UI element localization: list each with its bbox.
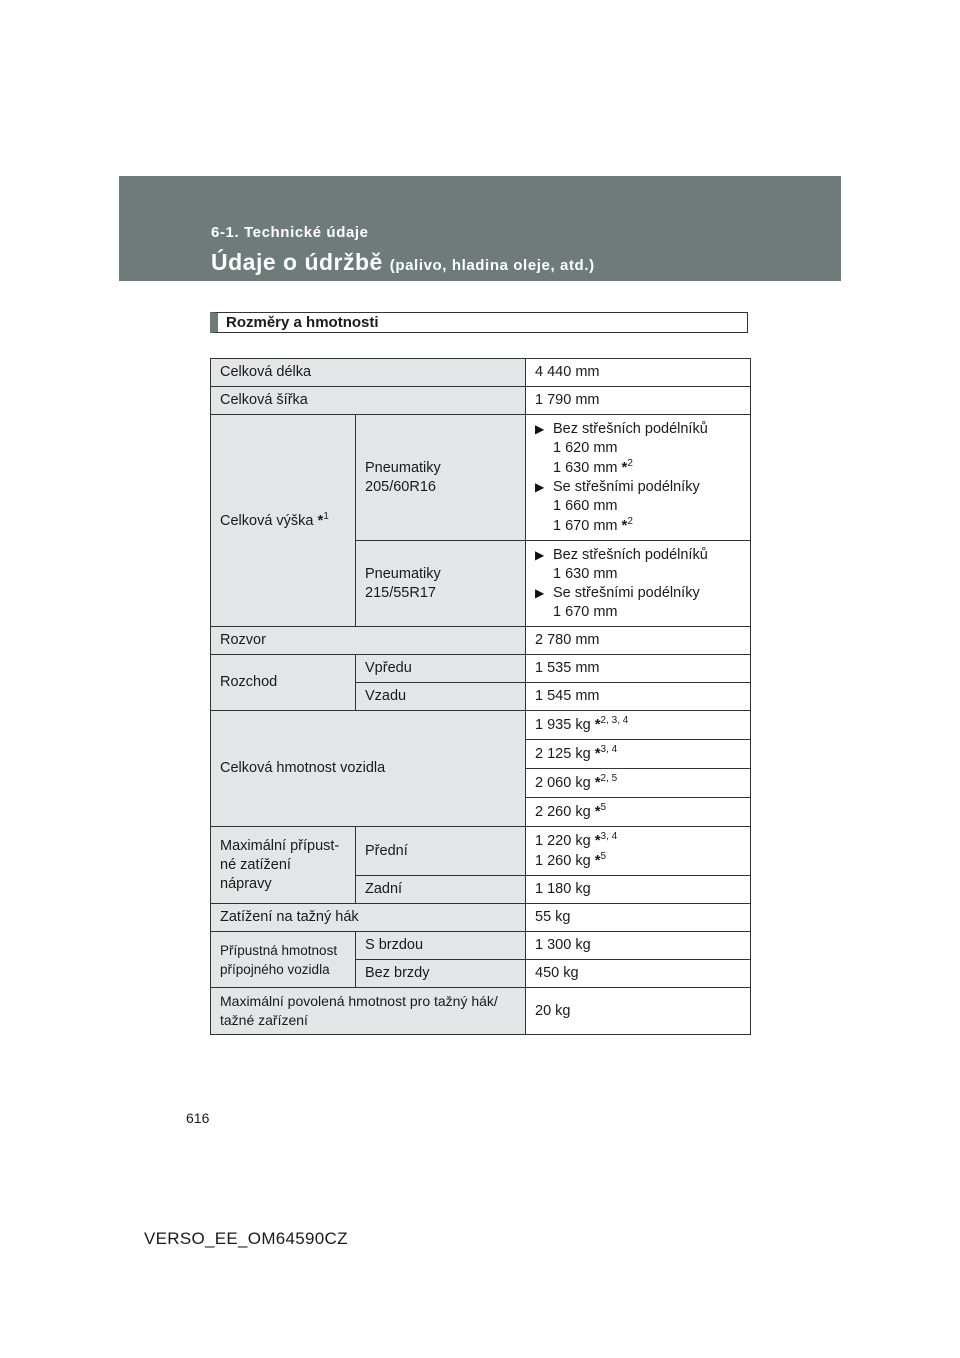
trailer-label xyxy=(211,932,356,988)
footnote-star: * xyxy=(621,458,628,476)
tyre1-label-line1: Pneumatiky xyxy=(365,459,441,476)
footnote-ref: 2, 5 xyxy=(600,773,618,784)
axle-front-values xyxy=(526,827,751,876)
axle-load-label-line1: Maximální přípust- xyxy=(220,837,340,854)
option-value: 1 620 mm xyxy=(553,439,618,456)
section-label: 6-1. Technické údaje xyxy=(211,224,369,241)
option-label: Bez střešních podélníků xyxy=(553,546,708,563)
tow-device-value: 20 kg xyxy=(526,988,751,1035)
height-label-text: Celková výška xyxy=(220,512,314,529)
footnote-ref: 5 xyxy=(600,802,607,813)
option-label: Se střešními podélníky xyxy=(553,478,700,495)
trailer-label-line2: přípojného vozidla xyxy=(220,961,330,977)
footnote-ref: 2 xyxy=(627,515,633,527)
trailer-unbraked-label: Bez brzdy xyxy=(356,960,526,988)
table-row xyxy=(211,655,751,683)
table-row xyxy=(211,387,751,415)
footnote-star: * xyxy=(594,832,601,849)
width-value: 1 790 mm xyxy=(526,387,751,415)
document-code: VERSO_EE_OM64590CZ xyxy=(144,1229,348,1248)
track-rear-value: 1 545 mm xyxy=(526,683,751,711)
table-row xyxy=(211,932,751,960)
header-banner xyxy=(119,176,841,281)
arrow-right-icon: ▶ xyxy=(535,479,545,494)
wheelbase-value: 2 780 mm xyxy=(526,627,751,655)
option-value-text: 1 630 mm xyxy=(553,459,618,476)
track-front-label: Vpředu xyxy=(356,655,526,683)
option-label: Se střešními podélníky xyxy=(553,584,700,601)
option-item xyxy=(535,420,741,439)
axle-rear-value: 1 180 kg xyxy=(526,876,751,904)
axle-front-label: Přední xyxy=(356,827,526,876)
table-row xyxy=(211,415,751,541)
footnote-star: * xyxy=(594,716,601,733)
tow-device-label xyxy=(211,988,526,1035)
tyre2-label-line1: Pneumatiky xyxy=(365,565,441,582)
wheelbase-label: Rozvor xyxy=(211,627,526,655)
length-label: Celková délka xyxy=(211,359,526,387)
axle-front-value-text: 1 220 kg xyxy=(535,833,591,849)
spec-table xyxy=(210,358,751,1035)
arrow-right-icon: ▶ xyxy=(535,585,545,600)
page-number: 616 xyxy=(186,1110,210,1126)
trailer-unbraked-value: 450 kg xyxy=(526,960,751,988)
axle-front-value xyxy=(535,851,741,871)
axle-load-label xyxy=(211,827,356,904)
tow-device-label-line1: Maximální povolená hmotnost pro tažný hák/ xyxy=(220,993,498,1009)
track-label: Rozchod xyxy=(211,655,356,711)
footnote-ref: 5 xyxy=(600,851,607,862)
axle-front-value xyxy=(535,831,741,851)
footnote-ref: 1 xyxy=(323,510,329,522)
footnote-star: * xyxy=(594,745,601,762)
table-row xyxy=(211,827,751,876)
arrow-right-icon: ▶ xyxy=(535,421,545,436)
tyre2-label-line2: 215/55R17 xyxy=(365,584,436,601)
hitch-load-value: 55 kg xyxy=(526,904,751,932)
gross-weight-label: Celková hmotnost vozidla xyxy=(211,711,526,827)
gross-weight-value-text: 1 935 kg xyxy=(535,717,591,733)
axle-rear-label: Zadní xyxy=(356,876,526,904)
subheading: Rozměry a hmotnosti xyxy=(210,312,748,333)
arrow-right-icon: ▶ xyxy=(535,547,545,562)
gross-weight-value xyxy=(526,740,751,769)
height-label xyxy=(211,415,356,627)
footnote-ref: 3, 4 xyxy=(600,831,618,842)
table-row xyxy=(211,711,751,740)
gross-weight-value-text: 2 125 kg xyxy=(535,746,591,762)
option-value-text: 1 670 mm xyxy=(553,517,618,534)
table-row xyxy=(211,904,751,932)
option-item xyxy=(535,478,741,497)
gross-weight-value xyxy=(526,711,751,740)
tyre1-label xyxy=(356,415,526,541)
length-value: 4 440 mm xyxy=(526,359,751,387)
tow-device-label-line2: tažné zařízení xyxy=(220,1012,308,1028)
option-value: 1 670 mm xyxy=(553,603,618,620)
footnote-star: * xyxy=(594,774,601,791)
axle-load-label-line2: né zatížení nápravy xyxy=(220,856,291,892)
option-label: Bez střešních podélníků xyxy=(553,420,708,437)
footnote-ref: 2, 3, 4 xyxy=(600,715,629,726)
option-value: 1 660 mm xyxy=(553,497,618,514)
option-item xyxy=(535,546,741,565)
tyre1-label-line2: 205/60R16 xyxy=(365,478,436,495)
track-rear-label: Vzadu xyxy=(356,683,526,711)
title-subtitle: (palivo, hladina oleje, atd.) xyxy=(389,257,595,274)
footnote-star: * xyxy=(317,511,324,529)
table-row xyxy=(211,988,751,1035)
gross-weight-value xyxy=(526,769,751,798)
option-item xyxy=(535,584,741,603)
trailer-braked-value: 1 300 kg xyxy=(526,932,751,960)
footnote-star: * xyxy=(594,803,601,820)
tyre1-values xyxy=(526,415,751,541)
gross-weight-value-text: 2 060 kg xyxy=(535,775,591,791)
width-label: Celková šířka xyxy=(211,387,526,415)
footnote-ref: 2 xyxy=(627,457,633,469)
trailer-braked-label: S brzdou xyxy=(356,932,526,960)
track-front-value: 1 535 mm xyxy=(526,655,751,683)
title-main: Údaje o údržbě xyxy=(211,249,383,275)
page-title xyxy=(211,249,595,276)
footnote-ref: 3, 4 xyxy=(600,744,618,755)
option-value xyxy=(535,458,741,478)
table-row xyxy=(211,627,751,655)
footnote-star: * xyxy=(594,852,601,869)
axle-front-value-text: 1 260 kg xyxy=(535,853,591,869)
option-value: 1 630 mm xyxy=(553,565,618,582)
option-value xyxy=(535,516,741,536)
tyre2-label xyxy=(356,541,526,627)
gross-weight-value-text: 2 260 kg xyxy=(535,804,591,820)
trailer-label-line1: Přípustná hmotnost xyxy=(220,942,338,958)
gross-weight-value xyxy=(526,798,751,827)
hitch-load-label: Zatížení na tažný hák xyxy=(211,904,526,932)
tyre2-values xyxy=(526,541,751,627)
table-row xyxy=(211,359,751,387)
footnote-star: * xyxy=(621,516,628,534)
